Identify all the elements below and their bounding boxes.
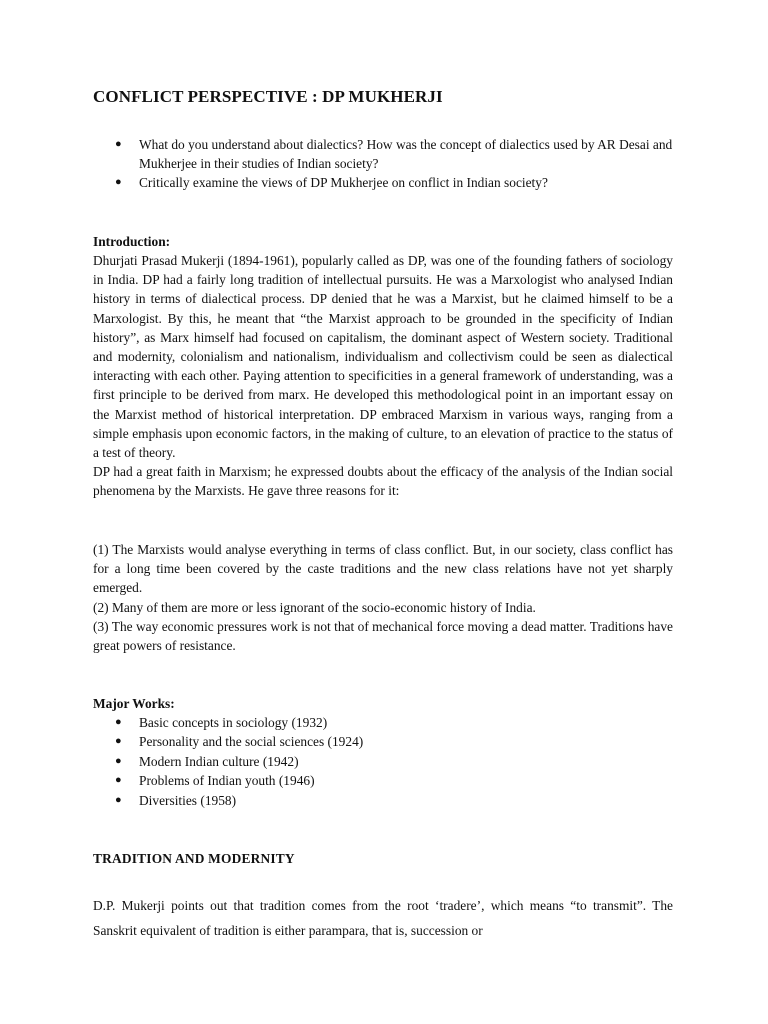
- work-title: Modern Indian culture (1942): [139, 753, 299, 769]
- bullet-icon: ●: [115, 754, 122, 767]
- tradition-modernity-paragraph: D.P. Mukerji points out that tradition comes from the root ‘tradere’, which means “to transmit”. The Sanskrit equivalent of tradition is either parampara, that is, succession or: [93, 898, 673, 938]
- reason-item: (1) The Marxists would analyse everything in terms of class conflict. But, in our society, class conflict has for a long time been covered by the caste traditions and the new class relations have not yet sharply emerged.: [93, 542, 673, 596]
- major-works-list: [93, 713, 673, 810]
- bullet-icon: ●: [115, 793, 122, 806]
- question-text: What do you understand about dialectics? How was the concept of dialectics used by AR Desai and Mukherjee in their studies of Indian society?: [139, 137, 673, 172]
- work-title: Problems of Indian youth (1946): [139, 773, 315, 789]
- work-title: Personality and the social sciences (1924): [139, 734, 364, 750]
- question-text: Critically examine the views of DP Mukherjee on conflict in Indian society?: [139, 175, 548, 191]
- work-title: Basic concepts in sociology (1932): [139, 715, 328, 730]
- list-item: [93, 713, 673, 732]
- bullet-icon: ●: [115, 716, 122, 728]
- bullet-icon: ●: [115, 138, 122, 150]
- bullet-icon: ●: [115, 774, 122, 787]
- list-item: [93, 732, 673, 751]
- list-item: [93, 752, 673, 771]
- document-title: CONFLICT PERSPECTIVE : DP MUKHERJI: [93, 87, 443, 106]
- introduction-paragraph: DP had a great faith in Marxism; he expressed doubts about the efficacy of the analysis of the Indian social phenomena by the Marxists. He gave three reasons for it:: [93, 464, 673, 499]
- list-item: [93, 135, 673, 173]
- introduction-paragraph: Dhurjati Prasad Mukerji (1894-1961), popularly called as DP, was one of the founding fathers of sociology in India. DP had a fairly long tradition of intellectual pursuits. He was a Marxologist who analysed Indian history in terms of dialectical process. DP denied that he was a Marxist, but he claimed himself to be a Marxologist. By this, he meant that “the Marxist approach to be grounded in the specificity of Indian history”, as Marx himself had focused on capitalism, the dominant aspect of Western society. Traditional and modernity, colonialism and nationalism, individualism and collectivism could be seen as dialectical interacting with each other. Paying attention to specificities in a general framework of understanding, was a first principle to be derived from marx. He developed this methodological point in an important essay on the Marxist method of historical interpretation. DP embraced Marxism in various ways, ranging from a simple emphasis upon economic factors, in the making of culture, to an elevation of practice to the status of a test of theory.: [93, 253, 673, 461]
- list-item: [93, 173, 673, 192]
- introduction-heading: Introduction:: [93, 234, 171, 249]
- reasons-list: [93, 540, 673, 655]
- question-list: [93, 135, 673, 193]
- reason-item: (3) The way economic pressures work is not that of mechanical force moving a dead matter. Traditions have great powers of resistance.: [93, 618, 673, 654]
- bullet-icon: ●: [115, 176, 122, 189]
- introduction-body: [93, 251, 673, 501]
- list-item: [93, 791, 673, 810]
- work-title: Diversities (1958): [139, 792, 237, 808]
- bullet-icon: ●: [115, 735, 122, 748]
- reason-item: (2) Many of them are more or less ignorant of the socio-economic history of India.: [93, 599, 536, 615]
- major-works-heading: Major Works:: [93, 696, 175, 711]
- tradition-modernity-heading: TRADITION AND MODERNITY: [93, 851, 295, 866]
- list-item: [93, 771, 673, 790]
